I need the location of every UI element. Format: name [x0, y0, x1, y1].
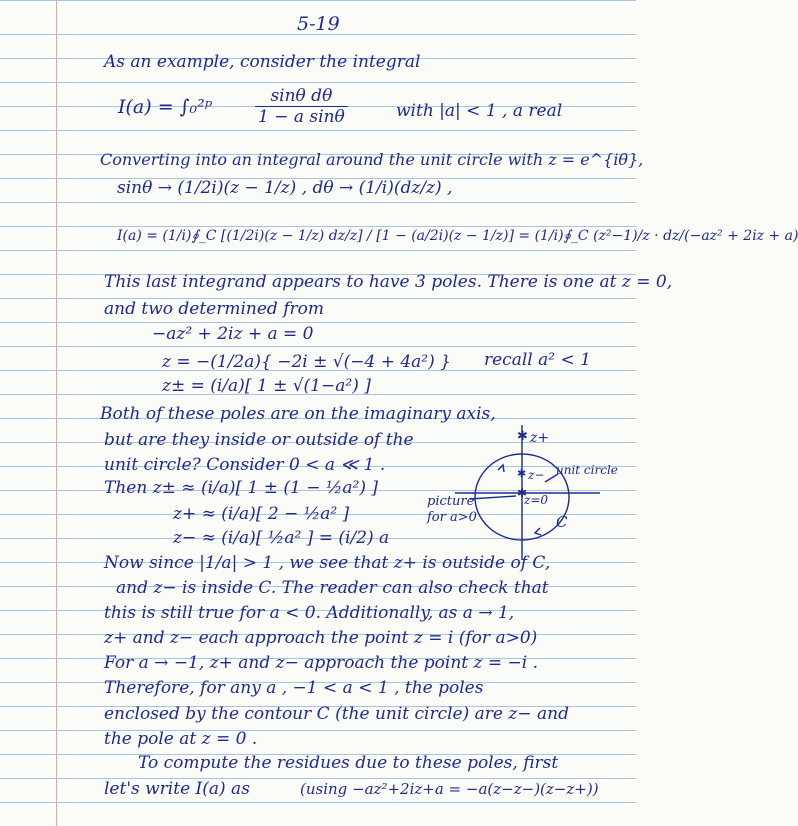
text-line-26-note: (using −az²+2iz+a = −a(z−z−)(z−z+)): [300, 780, 599, 798]
text-line-18: and z− is inside C. The reader can also check that: [116, 578, 549, 598]
text-line-20: z+ and z− each approach the point z = i (for a>0): [104, 628, 538, 648]
poles-formula: z± = (i/a)[ 1 ± √(1−a²) ]: [162, 376, 371, 396]
fig-label-zminus: z−: [528, 468, 545, 482]
text-line-24: the pole at z = 0 .: [104, 729, 258, 749]
zminus-marker: ✱: [517, 467, 527, 480]
contour-arrow-2: [535, 528, 541, 535]
fig-label-C: C: [556, 513, 568, 531]
text-line-26: let's write I(a) as: [104, 779, 250, 799]
fig-label-unit-circle: unit circle: [556, 463, 618, 477]
recall-note: recall a² < 1: [484, 350, 591, 370]
fig-caption-1: picture: [427, 494, 475, 509]
text-line-1: As an example, consider the integral: [104, 52, 421, 72]
integral-denominator: 1 − a sinθ: [258, 107, 345, 127]
approx-line-2: z+ ≈ (i/a)[ 2 − ½a² ]: [173, 504, 350, 524]
text-line-11: Both of these poles are on the imaginary axis,: [100, 404, 496, 424]
text-line-22: Therefore, for any a , −1 < a < 1 , the poles: [104, 678, 484, 698]
contour-arrow-1: [498, 465, 504, 472]
approx-line-1: Then z± ≈ (i/a)[ 1 ± (1 − ½a²) ]: [104, 478, 379, 498]
origin-marker: ✱: [517, 486, 528, 500]
integral-condition: with |a| < 1 , a real: [396, 101, 563, 121]
text-line-19: this is still true for a < 0. Additionally, as a → 1,: [104, 603, 515, 623]
text-line-13: unit circle? Consider 0 < a ≪ 1 .: [104, 455, 386, 475]
text-line-3: Converting into an integral around the unit circle with z = e^{iθ},: [100, 150, 644, 169]
fig-caption-2: for a>0: [427, 510, 477, 525]
contour-integral-expression: I(a) = (1/i)∮_C [(1/2i)(z − 1/z) dz/z] / [1 − (a/2i)(z − 1/z)] = (1/i)∮_C (z²−1)/z · dz/(−az² + 2iz + a): [117, 228, 798, 244]
text-line-25: To compute the residues due to these poles, first: [138, 753, 559, 773]
integral-numerator: sinθ dθ: [255, 86, 348, 107]
substitution-line: sinθ → (1/2i)(z − 1/z) , dθ → (1/i)(dz/z) ,: [117, 178, 453, 198]
approx-line-3: z− ≈ (i/a)[ ½a² ] = (i/2) a: [173, 528, 390, 548]
caption-pointer: [470, 496, 516, 499]
text-line-23: enclosed by the contour C (the unit circle) are z− and: [104, 704, 569, 724]
text-line-6: This last integrand appears to have 3 poles. There is one at z = 0,: [104, 272, 673, 292]
text-line-21: For a → −1, z+ and z− approach the point z = −i .: [104, 653, 539, 673]
quadratic-equation: −az² + 2iz + a = 0: [152, 324, 314, 344]
zplus-marker: ✱: [517, 429, 528, 444]
page-number: 5-19: [297, 13, 340, 35]
fig-label-z0: z=0: [524, 493, 549, 507]
text-line-7: and two determined from: [104, 299, 324, 319]
quadratic-solution: z = −(1/2a){ −2i ± √(−4 + 4a²) }: [162, 352, 451, 372]
integral-lhs: I(a) = ∫₀²ᵖ: [118, 96, 213, 118]
text-line-17: Now since |1/a| > 1 , we see that z+ is outside of C,: [104, 553, 551, 573]
text-line-12: but are they inside or outside of the: [104, 430, 414, 450]
fig-label-zplus: z+: [530, 430, 550, 446]
